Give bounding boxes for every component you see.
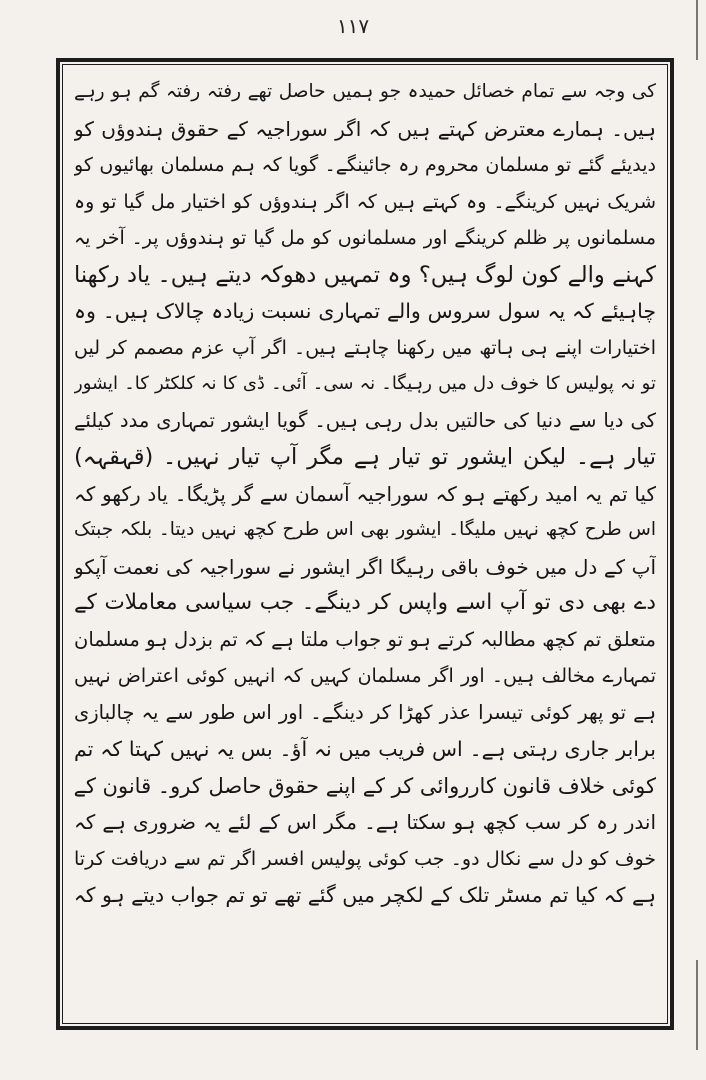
page-number: ۱۱۷ (336, 14, 370, 38)
text-line: دیدیئے گئے تو مسلمان محروم رہ جائینگے۔ گویا کہ ہم مسلمان بھائیوں کو (74, 154, 656, 176)
text-line: شریک نہیں کرینگے۔ وہ کہتے ہیں کہ اگر ہندوؤں کو اختیار مل گیا تو وہ (74, 190, 656, 213)
text-line: دے بھی دی تو آپ اسے واپس کر دینگے۔ جب سیاسی معاملات کے (74, 590, 656, 615)
text-line: چاہیئے کہ یہ سول سروس والے تمہاری نسبت زیادہ چالاک ہیں۔ وہ (74, 299, 656, 323)
text-line: تیار ہے۔ لیکن ایشور تو تیار ہے مگر آپ تیار نہیں۔ (قہقہہ) (74, 444, 656, 470)
text-line: کہنے والے کون لوگ ہیں؟ وہ تمہیں دھوکہ دیتے ہیں۔ یاد رکھنا (74, 261, 656, 288)
text-line: کی وجہ سے تمام خصائل حمیدہ جو ہمیں حاصل تھے رفتہ رفتہ گم ہو رہے (74, 81, 656, 102)
text-line: کی دیا سے دنیا کی حالتیں بدل رہی ہیں۔ گویا ایشور تمہاری مدد کیلئے (74, 408, 656, 432)
text-line: برابر جاری رہتی ہے۔ اس فریب میں نہ آؤ۔ بس یہ نہیں کہتا کہ تم (74, 737, 656, 761)
text-line: کیا تم یہ امید رکھتے ہو کہ سوراجیہ آسمان سے گر پڑیگا۔ یاد رکھو کہ (74, 481, 656, 506)
scan-edge-mark (696, 0, 698, 60)
text-line: مسلمانوں پر ظلم کرینگے اور مسلمانوں کو مل گیا تو ہندوؤں پر۔ آخر یہ (74, 227, 656, 249)
text-line: اختیارات اپنے ہی ہاتھ میں رکھنا چاہتے ہیں۔ اگر آپ عزم مصمم کر لیں (74, 336, 656, 359)
scan-edge-mark (696, 960, 698, 1050)
text-line: ہیں۔ ہمارے معترض کہتے ہیں کہ اگر سوراجیہ کے حقوق ہندوؤں کو (74, 116, 656, 141)
text-line: ہے تو پھر کوئی تیسرا عذر کھڑا کر دینگے۔ اور اس طور سے یہ چالبازی (74, 700, 656, 724)
text-line: خوف کو دل سے نکال دو۔ جب کوئی پولیس افسر اگر تم سے دریافت کرتا (74, 847, 656, 870)
text-line: ہے کہ کیا تم مسٹر تلک کے لکچر میں گئے تھے تو تم جواب دیتے ہو کہ (74, 883, 656, 907)
text-line: کوئی خلاف قانون کارروائی کر کے اپنے حقوق حاصل کرو۔ قانون کے (74, 773, 656, 798)
text-line: تو نہ پولیس کا خوف دل میں رہیگا۔ نہ سی۔ آئی۔ ڈی کا نہ کلکٹر کا۔ ایشور (74, 373, 656, 394)
text-line: آپ کے دل میں خوف باقی رہیگا اگر ایشور نے سوراجیہ کی نعمت آپکو (74, 554, 656, 579)
text-line: اندر رہ کر سب کچھ ہو سکتا ہے۔ مگر اس کے لئے یہ ضروری ہے کہ (74, 810, 656, 834)
text-line: تمہارے مخالف ہیں۔ اور اگر مسلمان کہیں کہ انہیں کوئی اعتراض نہیں (74, 665, 656, 687)
text-line: متعلق تم کچھ مطالبہ کرتے ہو تو جواب ملتا ہے کہ تم بزدل ہو مسلمان (74, 627, 656, 651)
text-line: اس طرح کچھ نہیں ملیگا۔ ایشور بھی اس طرح کچھ نہیں دیتا۔ بلکہ جبتک (74, 519, 656, 540)
urdu-text-body (74, 74, 656, 1024)
